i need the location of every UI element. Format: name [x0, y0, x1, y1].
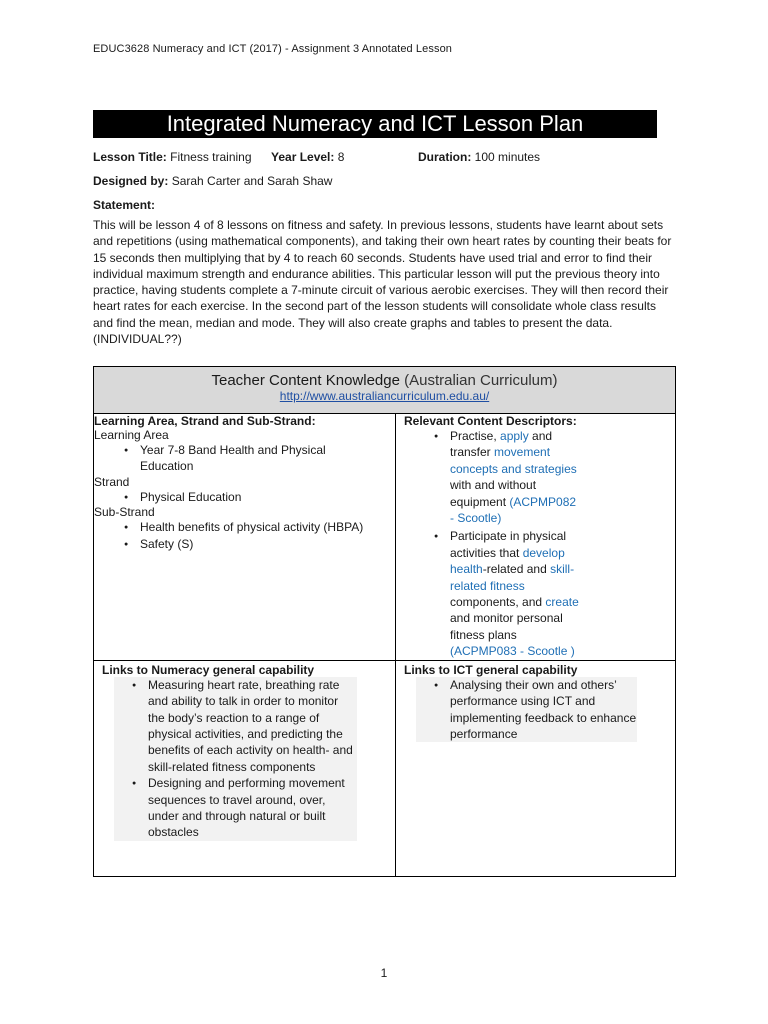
- descriptor-link[interactable]: create: [545, 595, 579, 610]
- numeracy-list: [114, 677, 357, 841]
- list-item: ● Physical Education: [140, 489, 395, 505]
- tck-heading-cell: [94, 367, 676, 414]
- list-item: ● Analysing their own and others’ performance using ICT and implementing feedback to enhance performance: [450, 677, 637, 743]
- learning-area-list: [94, 442, 395, 475]
- ict-list: [416, 677, 637, 743]
- list-item: ● Year 7-8 Band Health and Physical Education: [140, 442, 395, 475]
- descriptors-list: [404, 428, 675, 660]
- lesson-title-value: Fitness training: [170, 150, 252, 164]
- descriptor-link[interactable]: movement concepts and strategies: [450, 445, 577, 476]
- lesson-title-label: Lesson Title:: [93, 150, 167, 164]
- page-title: Integrated Numeracy and ICT Lesson Plan: [93, 110, 657, 138]
- descriptors-title: Relevant Content Descriptors:: [404, 414, 577, 428]
- learning-area-cell: [94, 414, 396, 661]
- ict-cell: [396, 660, 676, 876]
- descriptor-text: Practise,: [450, 429, 501, 443]
- year-level-field: [271, 150, 344, 164]
- descriptor-text: Participate in physical activities that: [450, 529, 567, 560]
- tck-heading-sub: (Australian Curriculum): [404, 372, 558, 389]
- descriptor-link[interactable]: develop health: [450, 545, 565, 577]
- ict-title: Links to ICT general capability: [404, 662, 578, 677]
- designed-by-field: [93, 174, 332, 188]
- descriptor-text: -related and: [482, 562, 551, 577]
- running-header: EDUC3628 Numeracy and ICT (2017) - Assignment 3 Annotated Lesson: [93, 43, 453, 55]
- descriptor-code-link[interactable]: (ACPMP082 - Scootle): [450, 494, 577, 526]
- descriptor-code-link[interactable]: (ACPMP083 - Scootle ): [450, 644, 575, 659]
- content-descriptors-cell: [396, 414, 676, 661]
- substrand-list: [94, 519, 395, 552]
- list-item: ● Designing and performing movement sequences to travel around, over, under and through natural or built obstacles: [148, 775, 357, 841]
- descriptor-text: components, and: [450, 595, 546, 610]
- descriptor-link[interactable]: skill-related fitness: [450, 562, 575, 593]
- list-item: ● Measuring heart rate, breathing rate and ability to talk in order to monitor the body’s reaction to a range of physical activities, and predicting the benefits of each activity on health- and skill-related fitness components: [148, 677, 357, 775]
- learning-area-label: Learning Area: [94, 428, 169, 442]
- lesson-title-field: [93, 150, 252, 164]
- ict-shaded-block: [416, 677, 637, 743]
- tck-heading-text: Teacher Content Knowledge: [211, 372, 400, 389]
- page-number: 1: [380, 966, 388, 980]
- numeracy-shaded-block: [114, 677, 357, 841]
- year-level-label: Year Level:: [271, 150, 335, 164]
- statement-label: Statement:: [93, 198, 156, 212]
- duration-label: Duration:: [418, 150, 472, 164]
- strand-list: [94, 489, 395, 505]
- numeracy-cell: [94, 660, 396, 876]
- teacher-content-knowledge-table: [93, 366, 676, 877]
- curriculum-link[interactable]: http://www.australiancurriculum.edu.au/: [279, 389, 490, 403]
- descriptor-link[interactable]: apply: [500, 429, 529, 443]
- descriptor-text: with and without equipment: [450, 478, 537, 509]
- strand-label: Strand: [94, 474, 130, 489]
- descriptor-item: [450, 528, 583, 659]
- list-item: ● Safety (S): [140, 536, 395, 552]
- year-level-value: 8: [337, 150, 345, 164]
- descriptor-text: and transfer: [450, 429, 553, 460]
- substrand-label: Sub-Strand: [94, 505, 155, 520]
- learning-area-title: Learning Area, Strand and Sub-Strand:: [94, 414, 316, 428]
- designed-by-label: Designed by:: [93, 174, 169, 188]
- descriptor-item: [450, 428, 583, 526]
- designed-by-value: Sarah Carter and Sarah Shaw: [171, 174, 333, 188]
- numeracy-title: Links to Numeracy general capability: [102, 662, 315, 677]
- statement-text: This will be lesson 4 of 8 lessons on fitness and safety. In previous lessons, students have learnt about sets and repetitions (using mathematical components), and taking their own heart rates by counting their beats for 15 seconds then multiplying that by 4 to reach 60 seconds. Students have used trial and error to find their individual maximum strength and endurance abilities. This particular lesson will put the previous theory into practice, having students complete a 7-minute circuit of various aerobic exercises. They will then record their heart rates for each exercise. In the second part of the lesson students will consolidate whole class results and find the mean, median and mode. They will also create graphs and tables to present the data. (INDIVIDUAL??): [93, 218, 672, 347]
- tck-heading: [94, 367, 675, 389]
- list-item: ● Health benefits of physical activity (HBPA): [140, 519, 395, 535]
- duration-value: 100 minutes: [474, 150, 541, 164]
- descriptor-text: and monitor personal fitness plans: [450, 611, 563, 642]
- duration-field: [418, 150, 540, 164]
